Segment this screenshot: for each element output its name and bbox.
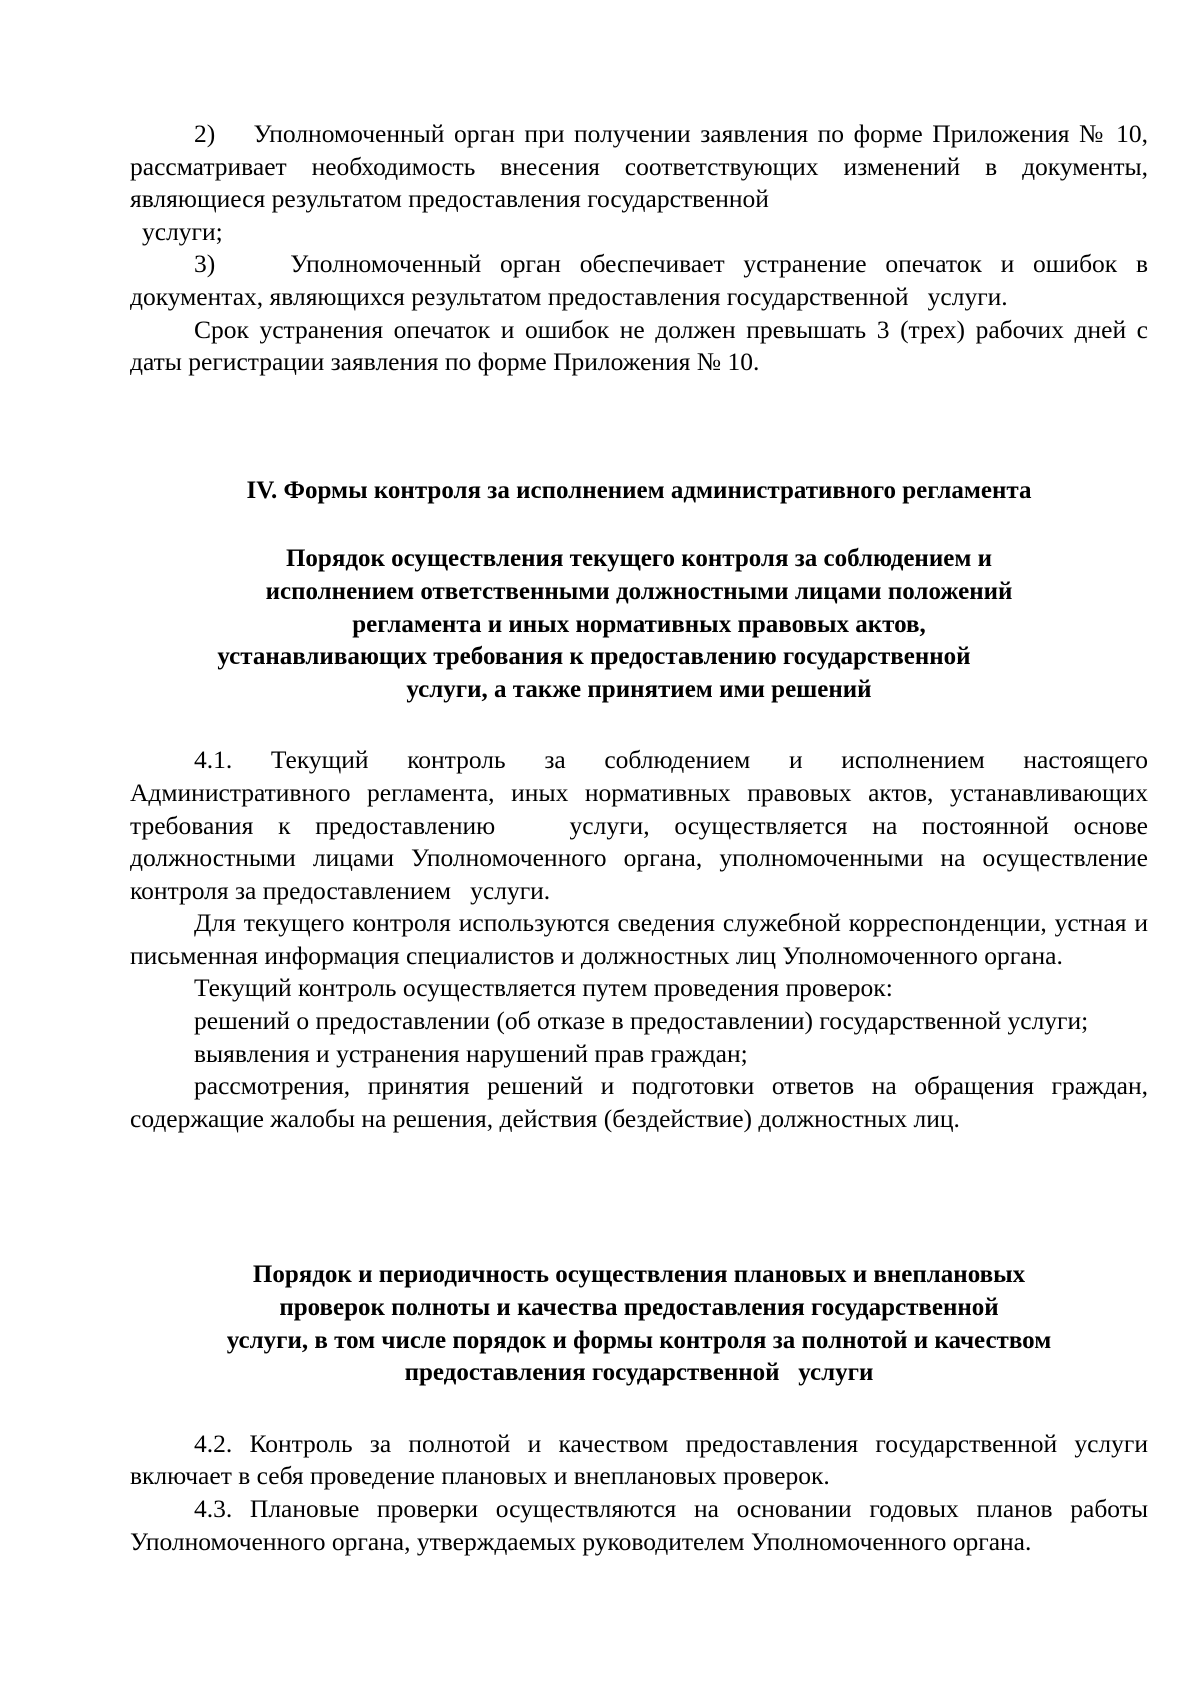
section-heading: IV. Формы контроля за исполнением административного регламента [246, 476, 1032, 504]
paragraph-4-2: 4.2. Контроль за полнотой и качеством предоставления государственной услуги включает в себя проведение плановых и внеплановых проверок. [130, 1428, 1148, 1491]
paragraph-sources: Для текущего контроля используются сведения служебной корреспонденции, устная и письменная информация специалистов и должностных лиц Уполномоченного органа. [130, 908, 1148, 970]
subheading-line: Порядок осуществления текущего контроля за соблюдением и [285, 545, 993, 573]
subheading-planned-checks [130, 1259, 1148, 1389]
document-page [130, 118, 1148, 1558]
subheading-line: Порядок и периодичность осуществления плановых и внеплановых [252, 1261, 1026, 1289]
paragraph-4-3: 4.3. Плановые проверки осуществляются на основании годовых планов работы Уполномоченного органа, утверждаемых руководителем Уполномоченного органа. [130, 1494, 1148, 1556]
paragraph-deadline: Срок устранения опечаток и ошибок не должен превышать 3 (трех) рабочих дней с даты регистрации заявления по форме Приложения № 10. [130, 314, 1148, 377]
subheading-line: исполнением ответственными должностными лицами положений [265, 577, 1013, 605]
subheading-line: проверок полноты и качества предоставления государственной [279, 1294, 999, 1322]
paragraph-item-3: 3) Уполномоченный орган обеспечивает устранение опечаток и ошибок в документах, являющихся результатом предоставления государственной услуги. [130, 249, 1148, 311]
paragraph-check-appeals: рассмотрения, принятия решений и подготовки ответов на обращения граждан, содержащие жалобы на решения, действия (бездействие) должностных лиц. [130, 1071, 1148, 1133]
subheading-current-control [130, 543, 1148, 706]
paragraph-check-violations: выявления и устранения нарушений прав граждан; [194, 1038, 748, 1068]
subheading-line: услуги, в том числе порядок и формы контроля за полнотой и качеством [226, 1326, 1052, 1354]
subheading-line: устанавливающих требования к предоставлению государственной [217, 643, 971, 671]
subheading-line: регламента и иных нормативных правовых актов, [352, 610, 926, 638]
subheading-line: услуги, а также принятием ими решений [406, 675, 872, 703]
paragraph-item-2-tail: услуги; [142, 216, 223, 246]
paragraph-item-2: 2) Уполномоченный орган при получении заявления по форме Приложения № 10, рассматривает необходимость внесения соответствующих изменений в документы, являющиеся результатом предоставления государственной [130, 119, 1148, 214]
subheading-line: предоставления государственной услуги [404, 1359, 874, 1387]
paragraph-checks-intro: Текущий контроль осуществляется путем проведения проверок: [194, 973, 893, 1003]
paragraph-check-decisions: решений о предоставлении (об отказе в предоставлении) государственной услуги; [194, 1006, 1089, 1036]
paragraph-4-1: 4.1. Текущий контроль за соблюдением и исполнением настоящего Административного регламента, иных нормативных правовых актов, устанавливающих требования к предоставлению услуги, осуществляется на постоянной основе должностными лицами Уполномоченного органа, уполномоченными на осуществление контроля за предоставлением услуги. [130, 745, 1148, 905]
